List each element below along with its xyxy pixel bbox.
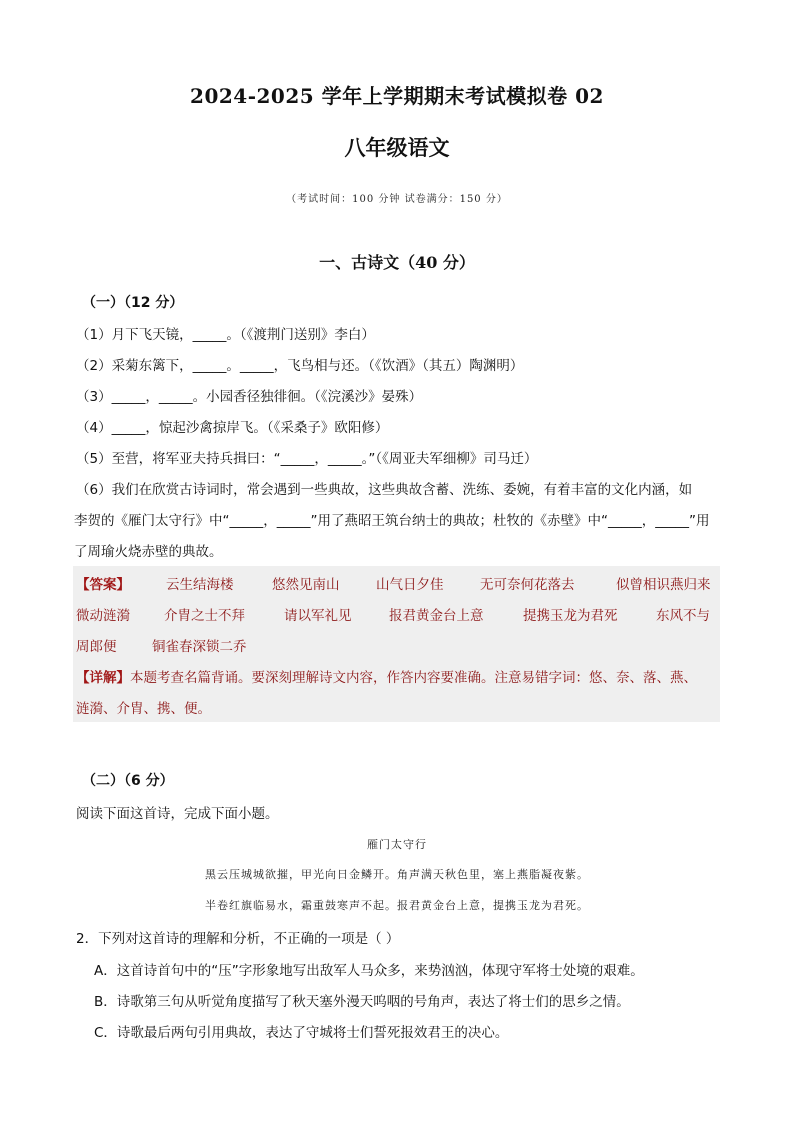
answer-item: 周郎便 — [76, 639, 117, 655]
option-b: B．诗歌第三句从听觉角度描写了秋天塞外漫天呜咽的号角声，表达了将士们的思乡之情。 — [94, 994, 630, 1010]
question-line: （4）_____，惊起沙禽掠岸飞。（《采桑子》欧阳修） — [76, 420, 389, 436]
answer-item: 山气日夕佳 — [376, 577, 444, 593]
question-line: （5）至营，将军亚夫持兵揖曰：“_____，_____。”（《周亚夫军细柳》司马迁） — [76, 451, 538, 467]
answer-item: 报君黄金台上意 — [389, 608, 484, 624]
answer-tag: 【答案】 — [76, 577, 130, 593]
answer-item: 微动涟漪 — [76, 608, 130, 624]
answer-item: 无可奈何花落去 — [480, 577, 575, 593]
part2-label: （二）（6 分） — [82, 773, 174, 789]
answer-item: 请以军礼见 — [284, 608, 352, 624]
exam-info: （考试时间：100 分钟 试卷满分：150 分） — [286, 194, 508, 205]
question-stem: 2．下列对这首诗的理解和分析，不正确的一项是（ ） — [76, 931, 400, 947]
question-line: （1）月下飞天镜，_____。（《渡荆门送别》李白） — [76, 327, 375, 343]
answer-item: 悠然见南山 — [272, 577, 340, 593]
answer-item: 提携玉龙为君死 — [523, 608, 618, 624]
answer-item: 东风不与 — [656, 608, 710, 624]
answer-row-1 — [76, 573, 726, 593]
detail-text: 本题考查名篇背诵。要深刻理解诗文内容，作答内容要准确。注意易错字词：悠、奈、落、燕、 — [130, 670, 697, 686]
answer-row-2 — [76, 604, 726, 624]
question-line: （3）_____，_____。小园香径独徘徊。（《浣溪沙》晏殊） — [76, 389, 423, 405]
option-a: A．这首诗首句中的“压”字形象地写出敌军人马众多，来势汹汹，体现守军将士处境的艰难。 — [94, 963, 644, 979]
poem-title: 雁门太守行 — [367, 838, 427, 851]
detail-tag: 【详解】 — [76, 670, 130, 686]
question-line: 了周瑜火烧赤壁的典故。 — [74, 544, 223, 560]
section-heading: 一、古诗文（40 分） — [319, 253, 475, 272]
exam-title: 2024-2025 学年上学期期末考试模拟卷 02 — [190, 84, 604, 108]
answer-item: 铜雀春深锁二乔 — [152, 639, 247, 655]
question-line: （2）采菊东篱下，_____。_____，飞鸟相与还。（《饮酒》（其五）陶渊明） — [76, 358, 524, 374]
poem-line: 半卷红旗临易水，霜重鼓寒声不起。报君黄金台上意，提携玉龙为君死。 — [205, 899, 589, 912]
answer-item: 介胄之士不拜 — [164, 608, 245, 624]
reading-intro: 阅读下面这首诗，完成下面小题。 — [76, 806, 279, 822]
question-line: 李贺的《雁门太守行》中“_____，_____”用了燕昭王筑台纳士的典故；杜牧的《赤壁》中“_____，_____”用 — [74, 513, 710, 529]
grade-subject-title: 八年级语文 — [344, 135, 450, 160]
answer-row-3 — [76, 635, 726, 655]
detail-row-2: 涟漪、介胄、携、便。 — [76, 701, 211, 717]
part1-label: （一）（12 分） — [82, 295, 184, 311]
poem-line: 黑云压城城欲摧，甲光向日金鳞开。角声满天秋色里，塞上燕脂凝夜紫。 — [205, 868, 589, 881]
answer-item: 云生结海楼 — [166, 577, 234, 593]
option-c: C．诗歌最后两句引用典故，表达了守城将士们誓死报效君王的决心。 — [94, 1025, 509, 1041]
detail-row-1 — [76, 666, 697, 686]
answer-item: 似曾相识燕归来 — [616, 577, 711, 593]
question-line: （6）我们在欣赏古诗词时，常会遇到一些典故，这些典故含蓄、洗练、委婉，有着丰富的文化内涵，如 — [76, 482, 693, 498]
